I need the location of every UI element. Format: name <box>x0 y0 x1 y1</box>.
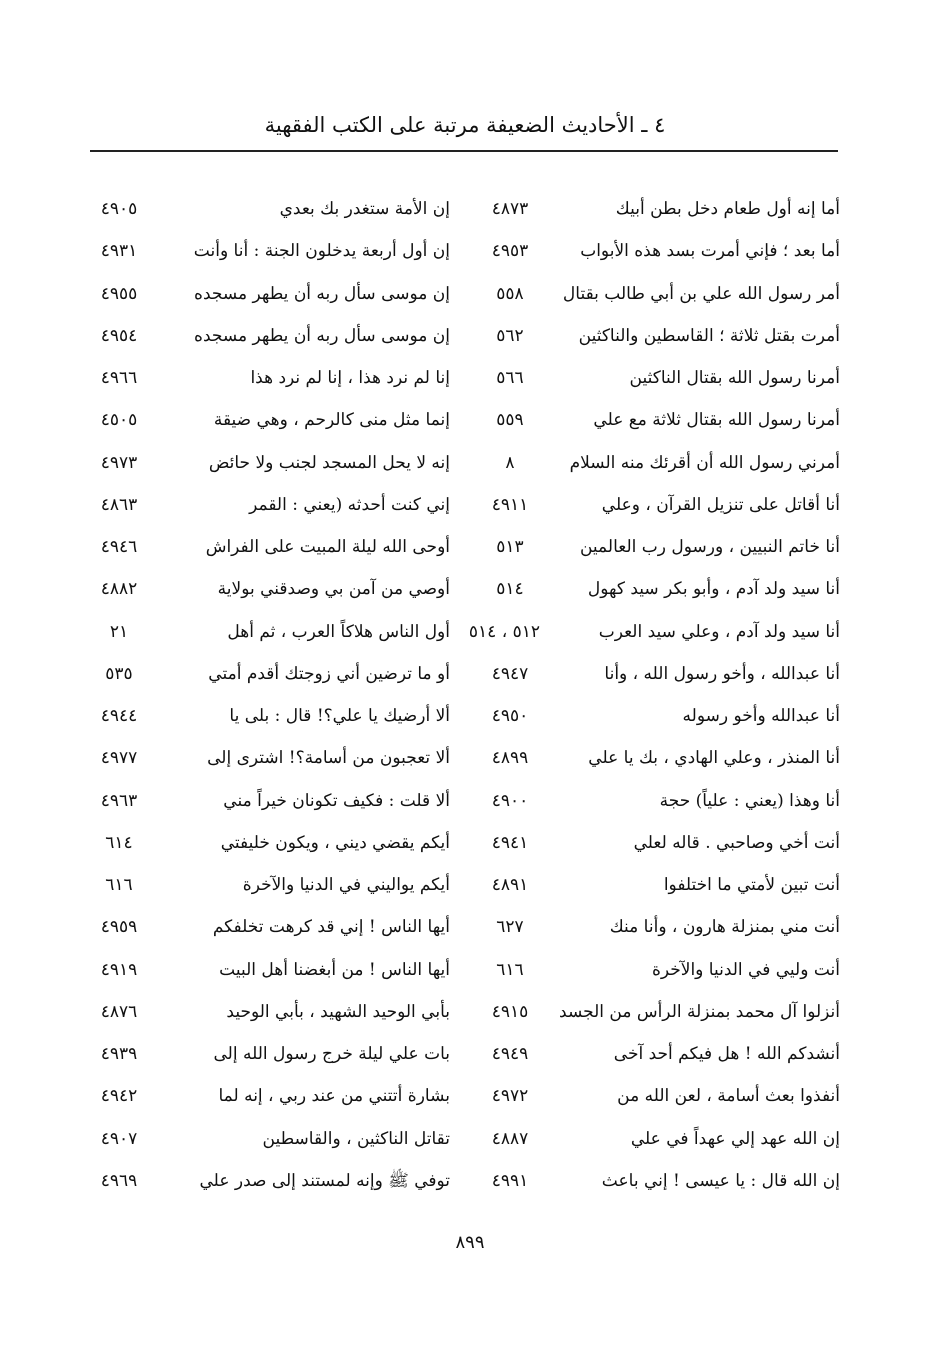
hadith-incipit: أمرني رسول الله أن أقرئك منه السلام <box>569 452 840 473</box>
index-entry <box>90 399 450 441</box>
hadith-number: ٤٩٥٤ <box>100 325 138 346</box>
index-entry <box>468 611 840 653</box>
hadith-number: ٤٨٩١ <box>491 875 529 895</box>
index-entry <box>90 1160 450 1202</box>
index-entry <box>480 737 840 779</box>
hadith-number: ٤٨٨٢ <box>100 579 138 600</box>
hadith-number: ٦١٦ <box>496 959 524 980</box>
index-entry <box>90 611 450 653</box>
hadith-number: ٤٩٩١ <box>491 1170 529 1191</box>
index-entry <box>90 568 450 610</box>
index-entry <box>90 526 450 568</box>
hadith-incipit: أنت أخي وصاحبي . قاله لعلي <box>633 832 840 853</box>
index-entry <box>480 906 840 948</box>
index-entry <box>480 568 840 610</box>
index-entry <box>90 273 450 315</box>
hadith-number: ٤٩٣١ <box>100 241 138 262</box>
hadith-incipit: أيكم يواليني في الدنيا والآخرة <box>242 875 450 895</box>
index-entry <box>90 949 450 991</box>
hadith-number: ٤٩١١ <box>491 494 529 515</box>
index-column-left <box>90 188 450 1202</box>
hadith-number: ٤٨٦٣ <box>100 494 138 515</box>
hadith-incipit: بشارة أتتني من عند ربي ، إنه لما <box>218 1086 450 1107</box>
hadith-incipit: أيكم يقضي ديني ، ويكون خليفتي <box>220 832 450 853</box>
hadith-number: ٥١٢ ، ٥١٤ <box>468 621 540 642</box>
hadith-incipit: إن أول أربعة يدخلون الجنة : أنا وأنت <box>193 241 450 262</box>
hadith-number: ٤٩٧٣ <box>100 452 138 473</box>
hadith-incipit: إنما مثل منى كالرحم ، وهي ضيقة <box>213 410 450 431</box>
hadith-incipit: إن الله عهد إلي عهداً في علي <box>630 1128 840 1149</box>
hadith-incipit: أيها الناس ! إني قد كرهت تخلفكم <box>212 917 450 938</box>
hadith-incipit: أمرنا رسول الله بقتال ثلاثة مع علي <box>593 410 840 431</box>
hadith-number: ٤٨٩٩ <box>491 748 529 769</box>
hadith-number: ٤٩٥٩ <box>100 917 138 938</box>
hadith-number: ٤٩٤٤ <box>100 706 138 726</box>
hadith-number: ٥٣٥ <box>105 663 133 684</box>
hadith-incipit: أنفذوا بعث أسامة ، لعن الله من <box>617 1086 840 1107</box>
index-entry <box>480 864 840 906</box>
hadith-number: ٤٩٤٦ <box>100 537 138 557</box>
hadith-incipit: أما إنه أول طعام دخل بطن أبيك <box>615 199 840 219</box>
hadith-incipit: أنت تبين لأمتي ما اختلفوا <box>663 875 840 895</box>
hadith-incipit: أوصي من آمن بي وصدقني بولاية <box>217 579 450 600</box>
index-entry <box>480 273 840 315</box>
index-entry <box>90 864 450 906</box>
index-entry <box>90 737 450 779</box>
index-entry <box>480 484 840 526</box>
index-entry <box>90 442 450 484</box>
hadith-incipit: أنزلوا آل محمد بمنزلة الرأس من الجسد <box>559 1001 840 1022</box>
index-entry <box>480 991 840 1033</box>
hadith-incipit: بأبي الوحيد الشهيد ، بأبي الوحيد <box>226 1001 450 1022</box>
hadith-number: ٤٩٥٣ <box>491 241 529 262</box>
hadith-incipit: بات علي ليلة خرج رسول الله إلى <box>213 1044 450 1064</box>
hadith-incipit: ألا قلت : فكيف تكونان خيراً مني <box>223 790 450 811</box>
hadith-number: ٤٥٠٥ <box>100 410 138 431</box>
hadith-incipit: إن الأمة ستغدر بك بعدي <box>279 199 450 219</box>
hadith-number: ٤٩٤١ <box>491 832 529 853</box>
index-entry <box>480 1160 840 1202</box>
index-entry <box>90 484 450 526</box>
hadith-number: ٤٩٠٠ <box>491 790 529 811</box>
index-entry <box>480 780 840 822</box>
hadith-incipit: توفي ﷺ وإنه لمستند إلى صدر علي <box>199 1170 450 1191</box>
hadith-incipit: أنا أقاتل على تنزيل القرآن ، وعلي <box>601 494 840 515</box>
page-number: ٨٩٩ <box>455 1232 485 1253</box>
index-entry <box>480 399 840 441</box>
index-entry <box>480 949 840 991</box>
index-entry <box>480 653 840 695</box>
index-entry <box>90 315 450 357</box>
hadith-incipit: أنا سيد ولد آدم ، وأبو بكر سيد كهول <box>587 579 840 600</box>
hadith-number: ٤٩١٥ <box>491 1001 529 1022</box>
hadith-number: ٤٩٦٩ <box>100 1170 138 1191</box>
hadith-incipit: أمرت بقتل ثلاثة ؛ القاسطين والناكثين <box>578 325 840 346</box>
hadith-number: ٤٩٧٢ <box>491 1086 529 1107</box>
hadith-incipit: أما بعد ؛ فإني أمرت بسد هذه الأبواب <box>580 241 840 262</box>
hadith-incipit: إن الله قال : يا عيسى ! إني باعث <box>601 1170 840 1191</box>
hadith-incipit: أنت وليي في الدنيا والآخرة <box>651 959 840 980</box>
index-entry <box>480 230 840 272</box>
hadith-incipit: أول الناس هلاكاً العرب ، ثم أهل <box>227 621 450 642</box>
hadith-number: ٤٨٧٣ <box>491 199 529 219</box>
hadith-incipit: أنا خاتم النبيين ، ورسول رب العالمين <box>579 537 840 557</box>
index-entry <box>480 526 840 568</box>
hadith-number: ٥٥٨ <box>496 283 524 304</box>
hadith-number: ٤٩٤٩ <box>491 1044 529 1064</box>
index-entry <box>90 1075 450 1117</box>
index-entry <box>90 906 450 948</box>
hadith-number: ٦١٤ <box>105 832 133 853</box>
hadith-number: ٤٩٦٣ <box>100 790 138 811</box>
hadith-number: ٤٩٣٩ <box>100 1044 138 1064</box>
hadith-incipit: إن موسى سأل ربه أن يطهر مسجده <box>194 325 450 346</box>
index-entry <box>90 822 450 864</box>
hadith-number: ٤٨٧٦ <box>100 1001 138 1022</box>
hadith-number: ٥٦٢ <box>496 325 524 346</box>
hadith-incipit: أمرنا رسول الله بقتال الناكثين <box>629 368 840 388</box>
hadith-incipit: أو ما ترضين أني زوجتك أقدم أمتي <box>208 663 450 684</box>
hadith-incipit: أنا عبدالله ، وأخو رسول الله ، وأنا <box>604 663 840 684</box>
index-entry <box>480 315 840 357</box>
index-entry <box>90 653 450 695</box>
index-column-right <box>468 188 840 1202</box>
hadith-number: ٦١٦ <box>105 875 133 895</box>
hadith-number: ٤٩٥٥ <box>100 283 138 304</box>
index-entry <box>90 1033 450 1075</box>
hadith-number: ٥٦٦ <box>496 368 524 388</box>
hadith-incipit: أنا المنذر ، وعلي الهادي ، بك يا علي <box>588 748 840 769</box>
index-entry <box>90 357 450 399</box>
index-entry <box>90 230 450 272</box>
hadith-number: ٤٩٠٥ <box>100 199 138 219</box>
hadith-incipit: إن موسى سأل ربه أن يطهر مسجده <box>194 283 450 304</box>
hadith-number: ٤٩٥٠ <box>491 706 529 726</box>
hadith-number: ٤٩١٩ <box>100 959 138 980</box>
running-header: ٤ ـ الأحاديث الضعيفة مرتبة على الكتب الفقهية <box>264 113 666 137</box>
hadith-incipit: أمر رسول الله علي بن أبي طالب بقتال <box>562 283 840 304</box>
header-rule <box>90 150 838 152</box>
hadith-incipit: إنه لا يحل المسجد لجنب ولا حائض <box>208 452 450 473</box>
hadith-number: ٤٩٦٦ <box>100 368 138 388</box>
hadith-incipit: إنا لم نرد هذا ، إنا لم نرد هذا <box>250 368 450 388</box>
index-entry <box>480 1033 840 1075</box>
hadith-incipit: ألا تعجبون من أسامة؟! اشترى إلى <box>207 748 450 769</box>
hadith-number: ٨ <box>505 452 515 473</box>
index-entry <box>90 1118 450 1160</box>
hadith-number: ٦٢٧ <box>496 917 524 938</box>
index-entry <box>90 991 450 1033</box>
hadith-number: ٢١ <box>109 621 129 642</box>
index-entry <box>480 1075 840 1117</box>
hadith-incipit: أنشدكم الله ! هل فيكم أحد آخى <box>613 1044 840 1064</box>
hadith-incipit: أنت مني بمنزلة هارون ، وأنا منك <box>609 917 840 938</box>
index-entry <box>480 822 840 864</box>
hadith-incipit: ألا أرضيك يا علي؟! قال : بلى يا <box>229 706 450 726</box>
hadith-incipit: أنا سيد ولد آدم ، وعلي سيد العرب <box>598 621 840 642</box>
hadith-incipit: أيها الناس ! من أبغضنا أهل البيت <box>219 959 450 980</box>
hadith-incipit: إني كنت أحدثه (يعني : القمر <box>249 494 450 515</box>
hadith-number: ٥١٤ <box>496 579 524 600</box>
index-entry <box>480 442 840 484</box>
index-entry <box>480 695 840 737</box>
index-entry <box>90 188 450 230</box>
hadith-number: ٥١٣ <box>496 537 524 557</box>
index-entry <box>480 1118 840 1160</box>
hadith-incipit: تقاتل الناكثين ، والقاسطين <box>262 1128 450 1149</box>
hadith-incipit: أنا وهذا (يعني : علياً) حجة <box>659 790 840 811</box>
hadith-number: ٤٩٧٧ <box>100 748 138 769</box>
index-entry <box>90 695 450 737</box>
index-entry <box>90 780 450 822</box>
hadith-number: ٥٥٩ <box>496 410 524 431</box>
hadith-number: ٤٩٤٧ <box>491 663 529 684</box>
hadith-number: ٤٩٤٢ <box>100 1086 138 1107</box>
index-entry <box>480 188 840 230</box>
hadith-number: ٤٨٨٧ <box>491 1128 529 1149</box>
index-entry <box>480 357 840 399</box>
hadith-incipit: أوحى الله ليلة المبيت على الفراش <box>205 537 450 557</box>
hadith-number: ٤٩٠٧ <box>100 1128 138 1149</box>
hadith-incipit: أنا عبدالله وأخو رسوله <box>682 706 840 726</box>
